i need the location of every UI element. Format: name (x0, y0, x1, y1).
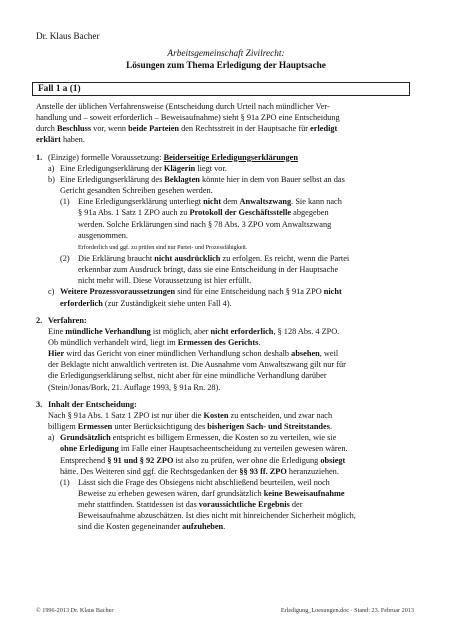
list-bold: Weitere Prozessvoraussetzungen (60, 287, 176, 297)
list-text: ausgenommen. (78, 230, 129, 240)
section-bold: Ermessen des Gerichts (177, 337, 259, 347)
section-text: Ob mündlich verhandelt wird, liegt im (48, 337, 178, 347)
list-bold: Beklagten (164, 174, 200, 184)
section-number: 1. (36, 152, 43, 162)
list-text: zu erfolgen. Es reicht, wenn die Partei (220, 253, 350, 263)
list-item-b1 (36, 196, 410, 253)
list-text: Beweisaufnahme abzuschätzen. Ist dies nicht mit hinreichender Sicherheit möglich, (78, 511, 356, 521)
list-text: . (223, 522, 226, 532)
list-text: Eine Erledigungserklärung des (60, 174, 165, 184)
case-heading: Fall 1 a (1) (38, 84, 81, 94)
intro-text: durch (36, 124, 57, 134)
list-text: ist also zu prüfen, wer ohne die Erledigung (173, 455, 321, 465)
section-text: unter Berücksichtigung des (112, 422, 208, 432)
document-title: Lösungen zum Thema Erledigung der Hauptsache (126, 61, 326, 71)
section-bold: nicht erforderlich (210, 326, 274, 336)
section-text: billigem (48, 422, 78, 432)
list-bold: obsiegt (320, 455, 346, 465)
section-bold: Hier (48, 349, 65, 359)
list-bold: nicht (203, 197, 222, 207)
section-text: (Stein/Jonas/Bork, 21. Auflage 1993, § 91a Rn. 28). (48, 382, 221, 392)
document-subtitle: Arbeitsgemeinschaft Zivilrecht: (167, 49, 285, 59)
section-text: , weil (319, 349, 339, 359)
footer-copyright: © 1996-2013 Dr. Klaus Bacher (36, 607, 114, 614)
list-marker: a) (48, 163, 55, 173)
list-bold: erforderlich (60, 298, 103, 308)
list-text: Eine Erledigungserklärung der (60, 163, 164, 173)
list-item-a (36, 163, 410, 174)
list-marker: (1) (60, 477, 70, 487)
intro-paragraph (36, 101, 410, 146)
list-bold: § 91 und § 92 ZPO (107, 455, 174, 465)
section-heading: Verfahren: (48, 315, 87, 325)
section-text: der Beklagte nicht anwaltlich vertreten ist. Die Ausnahme vom Anwaltszwang gilt nur für (48, 360, 346, 370)
section-3 (36, 399, 410, 432)
section-text: , § 128 Abs. 4 ZPO. (273, 326, 340, 336)
list-text: könnte hier in dem von Bauer selbst an das (199, 174, 345, 184)
list-bold: Protokoll der Geschäftsstelle (189, 208, 292, 218)
section-text: . (258, 337, 261, 347)
list-marker: b) (48, 174, 55, 184)
intro-bold: erklärt (36, 135, 61, 145)
list-text: . Sie kann nach (291, 197, 342, 207)
intro-text: haben. (60, 135, 85, 145)
list-text: werden. Solche Erklärungen sind nach § 78 Abs. 3 ZPO vom Anwaltszwang (78, 219, 332, 229)
list-text: (zur Zuständigkeit siehe unten Fall 4). (102, 298, 232, 308)
section-2 (36, 315, 410, 393)
list-text: der (289, 500, 303, 510)
list-text: Lässt sich die Frage des Obsiegens nicht abschließend beurteilen, weil noch (78, 477, 330, 487)
list-text: Eine Erledigungserklärung unterliegt (78, 197, 204, 207)
intro-bold: beide Parteien (128, 124, 180, 134)
section-bold: mündliche Verhandlung (65, 326, 151, 336)
intro-bold: Beschluss (56, 124, 92, 134)
section-text: (Einzige) formelle Voraussetzung: (48, 152, 164, 162)
list-bold: ohne Erledigung (60, 444, 119, 454)
section-1-heading (36, 152, 410, 163)
list-bold: keine Beweisaufnahme (263, 489, 345, 498)
list-marker: c) (48, 287, 55, 297)
list-text: Die Erklärung braucht (78, 253, 155, 263)
section-number: 3. (36, 399, 43, 409)
list-text: dem (221, 197, 240, 207)
list-text: im Falle einer Hauptsacheentscheidung zu verteilen gewesen wären. (118, 444, 348, 454)
list-item-3a1 (36, 477, 410, 533)
intro-line: handlung und – soweit erforderlich – Beweisaufnahme) sieht § 91a ZPO eine Entscheidung (36, 113, 340, 123)
list-bold: §§ 93 ff. ZPO (239, 466, 287, 476)
intro-text: vor, wenn (91, 124, 129, 134)
section-text: ist möglich, aber (150, 326, 211, 336)
list-text: heranzuziehen. (286, 466, 339, 476)
section-text: zu entscheiden, und zwar nach (228, 410, 333, 420)
list-bold: Anwaltszwang (239, 197, 292, 207)
list-text: mehr stattfinden. Stattdessen ist das (78, 500, 199, 510)
list-text: abgegeben (291, 208, 329, 218)
list-text: nicht mehr will. Diese Voraussetzung ist hier erfüllt. (78, 276, 252, 286)
intro-line: Anstelle der üblichen Verfahrensweise (Entscheidung durch Urteil nach mündlicher Ver- (36, 102, 330, 111)
list-text: Gericht gesandten Schreiben gesehen werden. (60, 186, 213, 196)
list-bold: Grundsätzlich (60, 433, 111, 443)
list-item-3a (36, 432, 410, 477)
footnote-text: Erforderlich und ggf. zu prüfen sind nur Partei- und Prozessfähigkeit. (78, 244, 248, 251)
list-marker: (2) (60, 253, 70, 263)
case-heading-box (32, 82, 410, 96)
list-text: sind für eine Entscheidung nach § 91a ZPO (175, 287, 324, 297)
list-bold: nicht (323, 287, 342, 297)
list-text: entspricht es billigem Ermessen, die Kosten so zu verteilen, wie sie (110, 433, 337, 443)
intro-bold: erledigt (310, 124, 338, 134)
list-text: Beweise zu erheben gewesen wären, darf grundsätzlich (78, 489, 264, 498)
section-bold: Ermessen (77, 422, 113, 432)
section-heading: Inhalt der Entscheidung: (48, 399, 137, 409)
list-marker: (1) (60, 197, 70, 207)
list-text: § 91a Abs. 1 Satz 1 ZPO auch zu (78, 208, 190, 218)
intro-text: den Rechtsstreit in der Hauptsache für (179, 124, 311, 134)
section-text: . (329, 422, 333, 432)
section-text: die Erledigungserklärung selbst, nicht aber für eine mündliche Verhandlung darüber (48, 371, 327, 381)
list-bold: Klägerin (163, 163, 196, 173)
list-item-b2 (36, 253, 410, 286)
list-bold: nicht ausdrücklich (154, 253, 221, 263)
list-item-b (36, 174, 410, 196)
list-item-c (36, 286, 410, 308)
section-bold: Kosten (203, 410, 229, 420)
section-number: 2. (36, 315, 43, 325)
section-text: Eine (48, 326, 66, 336)
list-text: sind die Kosten gegeneinander (78, 522, 183, 532)
list-text: liegt vor. (195, 163, 227, 173)
section-text: wird das Gericht von einer mündlichen Verhandlung schon deshalb (64, 349, 292, 359)
section-text: Nach § 91a Abs. 1 Satz 1 ZPO ist nur über die (48, 410, 204, 420)
footer-file-info: Erledigung_Loesungen.doc · Stand: 23. Februar 2013 (280, 607, 414, 614)
list-bold: voraussichtliche Ergebnis (198, 500, 290, 510)
author-name: Dr. Klaus Bacher (36, 31, 100, 41)
section-bold: Beiderseitige Erledigungserklärungen (163, 152, 298, 162)
list-bold: aufzuheben (182, 522, 224, 532)
list-text: Entsprechend (60, 455, 108, 465)
list-text: erkennbar zum Ausdruck bringt, dass sie eine Entscheidung in der Hauptsache (78, 265, 339, 275)
section-bold: bisherigen Sach- und Streitstandes (207, 422, 330, 432)
document-body (36, 101, 410, 533)
list-marker: a) (48, 433, 55, 443)
section-bold: absehen (291, 349, 320, 359)
list-text: hätte. Des Weiteren sind ggf. die Rechtsgedanken der (60, 466, 240, 476)
